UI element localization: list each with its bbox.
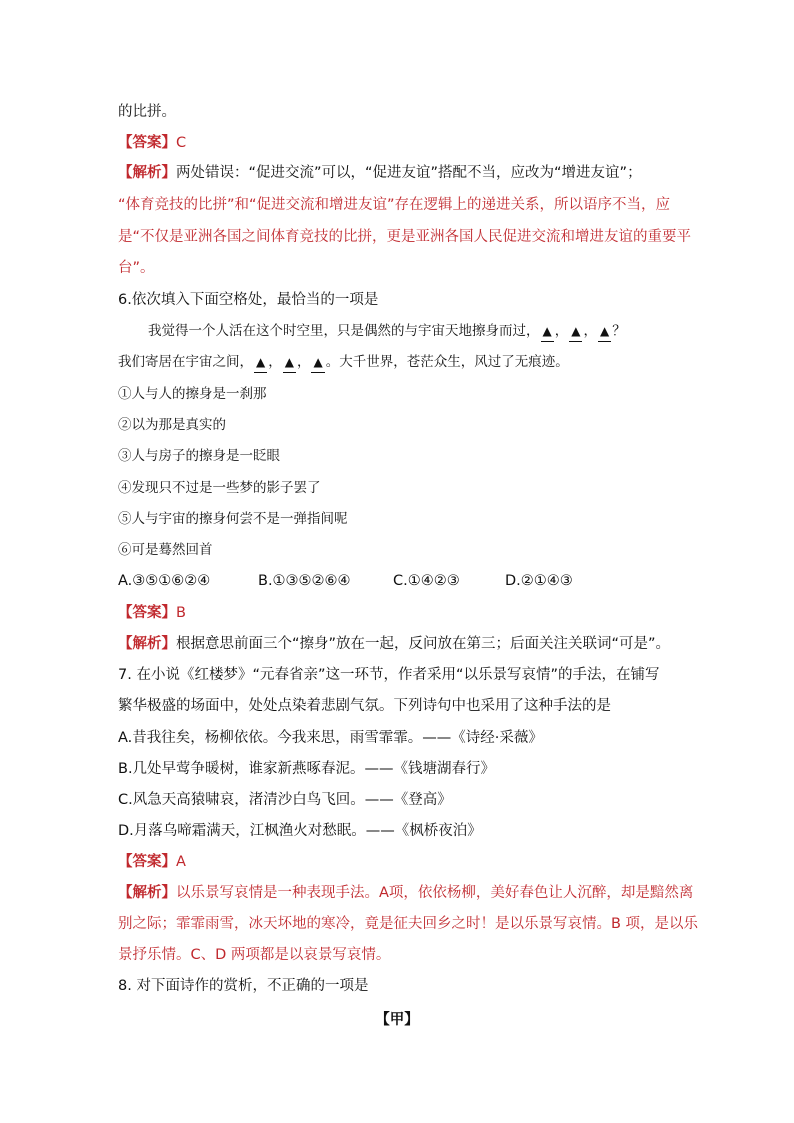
choice-b: B.①③⑤②⑥④ — [258, 573, 351, 589]
q7-answer — [118, 852, 688, 872]
q6-stem: 6.依次填入下面空格处，最恰当的一项是 — [118, 292, 379, 308]
choice-d: D.②①④③ — [505, 573, 573, 589]
q5-tail: 的比拼。 — [118, 104, 176, 120]
q5-analysis-line-1 — [118, 163, 688, 183]
passage-end: 。大千世界，苍茫众生，风过了无痕迹。 — [325, 354, 569, 370]
comma: ， — [296, 354, 311, 370]
q7-choice-a: A.昔我往矣，杨柳依依。今我来思，雨雪霏霏。——《诗经·采薇》 — [118, 730, 543, 746]
answer-value: B — [176, 605, 186, 621]
blank-3: ▲ — [598, 321, 611, 342]
q7-choice-c: C.风急天高猿啸哀，渚清沙白鸟飞回。——《登高》 — [118, 792, 452, 808]
answer-label: 【答案】 — [118, 605, 176, 621]
analysis-label: 【解析】 — [118, 165, 176, 181]
comma: ， — [268, 354, 282, 370]
passage-end: ？ — [612, 323, 626, 339]
q6-sentence-5: ⑤人与宇宙的擦身何尝不是一弹指间呢 — [118, 511, 348, 527]
q6-analysis — [118, 634, 688, 654]
q5-analysis-line-3: 是“不仅是亚洲各国之间体育竞技的比拼，更是亚洲各国人民促进交流和增进友谊的重要平 — [118, 229, 692, 245]
q6-passage-line-1 — [148, 321, 688, 342]
blank-6: ▲ — [311, 352, 324, 373]
analysis-label: 【解析】 — [118, 636, 176, 652]
q8-subtitle: 【甲】 — [375, 1012, 419, 1028]
q7-choice-d: D.月落乌啼霜满天，江枫渔火对愁眠。——《枫桥夜泊》 — [118, 823, 482, 839]
choice-c: C.①④②③ — [393, 573, 460, 589]
answer-label: 【答案】 — [118, 854, 176, 870]
q8-stem: 8. 对下面诗作的赏析，不正确的一项是 — [118, 978, 369, 994]
q7-analysis-line-2: 别之际；霏霏雨雪，冰天坏地的寒冷，竟是征夫回乡之时！是以乐景写哀情。B 项，是以乐 — [118, 916, 699, 932]
q6-sentence-1: ①人与人的擦身是一刹那 — [118, 386, 267, 402]
q6-sentence-2: ②以为那是真实的 — [118, 417, 226, 433]
blank-5: ▲ — [283, 352, 296, 373]
q7-stem-line-2: 繁华极盛的场面中，处处点染着悲剧气氛。下列诗句中也采用了这种手法的是 — [118, 698, 611, 714]
q5-analysis-line-2: “体育竞技的比拼”和“促进交流和增进友谊”存在逻辑上的递进关系，所以语序不当，应 — [118, 197, 671, 213]
q7-analysis-line-3: 景抒乐情。C、D 两项都是以哀景写哀情。 — [118, 947, 391, 963]
q6-sentence-3: ③人与房子的擦身是一眨眼 — [118, 448, 280, 464]
passage-text: 我觉得一个人活在这个时空里，只是偶然的与宇宙天地擦身而过， — [148, 323, 540, 339]
q6-sentence-4: ④发现只不过是一些梦的影子罢了 — [118, 480, 321, 496]
blank-4: ▲ — [254, 352, 267, 373]
analysis-text: 根据意思前面三个“擦身”放在一起，反问放在第三；后面关注关联词“可是”。 — [176, 636, 671, 652]
answer-label: 【答案】 — [118, 135, 176, 151]
analysis-label: 【解析】 — [118, 885, 176, 901]
q6-choices — [118, 571, 688, 591]
q5-analysis-line-4: 台”。 — [118, 260, 155, 276]
answer-value: A — [176, 854, 186, 870]
q7-stem-line-1: 7. 在小说《红楼梦》“元春省亲”这一环节，作者采用“以乐景写哀情”的手法，在铺写 — [118, 667, 660, 683]
comma: ， — [583, 323, 597, 339]
passage-text: 我们寄居在宇宙之间， — [118, 354, 253, 370]
blank-2: ▲ — [569, 321, 582, 342]
analysis-text: 以乐景写哀情是一种表现手法。A项，依依杨柳，美好春色让人沉醉，却是黯然离 — [176, 885, 694, 901]
answer-value: C — [176, 135, 187, 151]
q7-choice-b: B.几处早莺争暖树，谁家新燕啄春泥。——《钱塘湖春行》 — [118, 761, 496, 777]
q7-analysis-line-1 — [118, 883, 694, 903]
blank-1: ▲ — [541, 321, 554, 342]
analysis-text: 两处错误：“促进交流”可以，“促进友谊”搭配不当，应改为“增进友谊”； — [176, 165, 642, 181]
q6-answer — [118, 603, 688, 623]
comma: ， — [554, 323, 569, 339]
q5-answer — [118, 133, 688, 153]
choice-a: A.③⑤①⑥②④ — [118, 573, 211, 589]
q6-sentence-6: ⑥可是蓦然回首 — [118, 542, 213, 558]
q6-passage-line-2 — [118, 352, 688, 373]
